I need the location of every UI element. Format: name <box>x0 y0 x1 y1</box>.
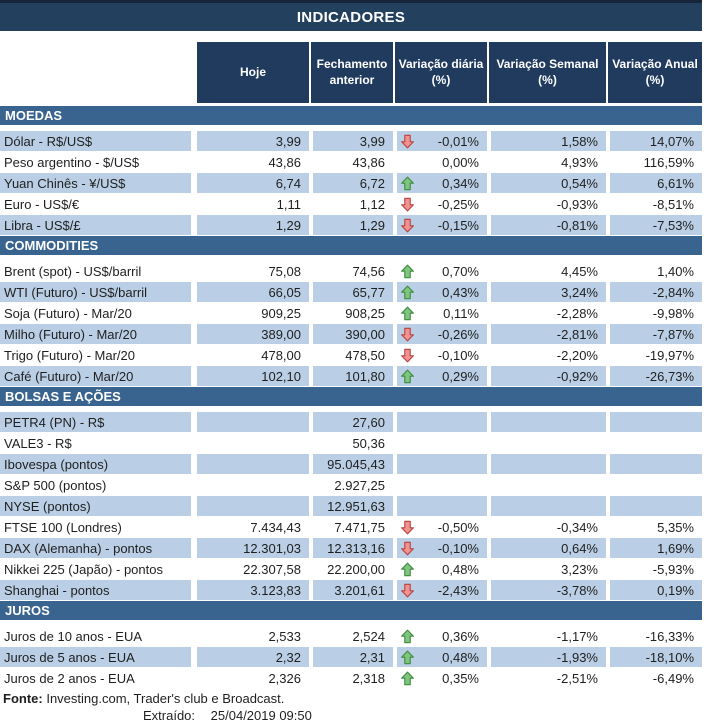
down-arrow-icon <box>399 582 415 598</box>
column-header-variacao-diaria: Variação diária (%) <box>395 42 487 103</box>
hoje-value: 6,74 <box>197 173 309 193</box>
fechamento-anterior-value: 74,56 <box>313 261 393 281</box>
fechamento-anterior-value: 2,524 <box>313 626 393 646</box>
table-row <box>0 215 702 235</box>
fechamento-anterior-value: 3,99 <box>313 131 393 151</box>
variacao-semanal-value: 0,54% <box>491 173 606 193</box>
row-label: DAX (Alemanha) - pontos <box>0 538 191 558</box>
fechamento-anterior-value: 2,31 <box>313 647 393 667</box>
table-row <box>0 433 702 453</box>
hoje-value: 2,533 <box>197 626 309 646</box>
variacao-semanal-value: -0,92% <box>491 366 606 386</box>
variacao-diaria-value: 0,11% <box>397 303 487 323</box>
extracted-line <box>0 707 702 724</box>
variacao-diaria-value: 0,36% <box>397 626 487 646</box>
table-section <box>0 236 702 386</box>
variacao-anual-value: -2,84% <box>610 282 702 302</box>
variacao-semanal-value: -0,34% <box>491 517 606 537</box>
table-row <box>0 647 702 667</box>
variacao-diaria-value: -0,15% <box>397 215 487 235</box>
table-row <box>0 412 702 432</box>
variacao-semanal-value: 3,23% <box>491 559 606 579</box>
extracted-timestamp: 25/04/2019 09:50 <box>210 708 312 723</box>
hoje-value: 66,05 <box>197 282 309 302</box>
row-label: Soja (Futuro) - Mar/20 <box>0 303 191 323</box>
variacao-semanal-value: -2,28% <box>491 303 606 323</box>
down-arrow-icon <box>399 326 415 342</box>
variacao-diaria-value: -0,10% <box>397 538 487 558</box>
variacao-anual-value: 1,69% <box>610 538 702 558</box>
row-label: Yuan Chinês - ¥/US$ <box>0 173 191 193</box>
variacao-anual-value: -16,33% <box>610 626 702 646</box>
variacao-anual-value <box>610 475 702 495</box>
variacao-diaria-value: -0,50% <box>397 517 487 537</box>
variacao-anual-value: 14,07% <box>610 131 702 151</box>
row-label: Libra - US$/£ <box>0 215 191 235</box>
table-row <box>0 261 702 281</box>
section-header <box>0 236 702 255</box>
hoje-value <box>197 496 309 516</box>
table-section <box>0 106 702 235</box>
variacao-anual-value: -18,10% <box>610 647 702 667</box>
row-label: Juros de 2 anos - EUA <box>0 668 191 688</box>
row-label: Shanghai - pontos <box>0 580 191 600</box>
hoje-value: 3,99 <box>197 131 309 151</box>
fechamento-anterior-value: 12.313,16 <box>313 538 393 558</box>
hoje-value: 12.301,03 <box>197 538 309 558</box>
row-label: VALE3 - R$ <box>0 433 191 453</box>
row-label: S&P 500 (pontos) <box>0 475 191 495</box>
header-label-spacer <box>0 42 195 103</box>
variacao-semanal-value: 4,45% <box>491 261 606 281</box>
table-row <box>0 538 702 558</box>
source-label: Fonte: <box>3 691 43 706</box>
row-label: NYSE (pontos) <box>0 496 191 516</box>
down-arrow-icon <box>399 196 415 212</box>
variacao-diaria-value: 0,00% <box>397 152 487 172</box>
variacao-semanal-value: -1,17% <box>491 626 606 646</box>
table-row <box>0 580 702 600</box>
row-label: Peso argentino - $/US$ <box>0 152 191 172</box>
variacao-anual-value <box>610 433 702 453</box>
table-row <box>0 324 702 344</box>
table-section <box>0 387 702 600</box>
hoje-value <box>197 475 309 495</box>
variacao-semanal-value <box>491 412 606 432</box>
variacao-diaria-value: 0,34% <box>397 173 487 193</box>
table-row <box>0 517 702 537</box>
hoje-value: 102,10 <box>197 366 309 386</box>
hoje-value: 7.434,43 <box>197 517 309 537</box>
variacao-diaria-value: 0,48% <box>397 559 487 579</box>
column-header-hoje: Hoje <box>197 42 309 103</box>
variacao-semanal-value: 3,24% <box>491 282 606 302</box>
hoje-value: 1,29 <box>197 215 309 235</box>
up-arrow-icon <box>399 175 415 191</box>
variacao-diaria-value <box>397 475 487 495</box>
variacao-semanal-value: -3,78% <box>491 580 606 600</box>
fechamento-anterior-value: 390,00 <box>313 324 393 344</box>
fechamento-anterior-value: 95.045,43 <box>313 454 393 474</box>
variacao-semanal-value: -2,51% <box>491 668 606 688</box>
variacao-diaria-value: 0,43% <box>397 282 487 302</box>
variacao-semanal-value: 0,64% <box>491 538 606 558</box>
variacao-anual-value <box>610 412 702 432</box>
row-label: WTI (Futuro) - US$/barril <box>0 282 191 302</box>
extracted-label: Extraído: <box>143 708 196 723</box>
row-label: Dólar - R$/US$ <box>0 131 191 151</box>
row-label: PETR4 (PN) - R$ <box>0 412 191 432</box>
fechamento-anterior-value: 50,36 <box>313 433 393 453</box>
variacao-anual-value: 116,59% <box>610 152 702 172</box>
up-arrow-icon <box>399 649 415 665</box>
variacao-anual-value: -5,93% <box>610 559 702 579</box>
row-label: Café (Futuro) - Mar/20 <box>0 366 191 386</box>
down-arrow-icon <box>399 347 415 363</box>
hoje-value: 478,00 <box>197 345 309 365</box>
row-label: Juros de 5 anos - EUA <box>0 647 191 667</box>
section-title: COMMODITIES <box>5 238 99 253</box>
section-header <box>0 601 702 620</box>
hoje-value: 909,25 <box>197 303 309 323</box>
section-title: BOLSAS E AÇÕES <box>5 389 121 404</box>
down-arrow-icon <box>399 540 415 556</box>
fechamento-anterior-value: 1,12 <box>313 194 393 214</box>
variacao-anual-value: 6,61% <box>610 173 702 193</box>
variacao-anual-value: -6,49% <box>610 668 702 688</box>
fechamento-anterior-value: 101,80 <box>313 366 393 386</box>
fechamento-anterior-value: 65,77 <box>313 282 393 302</box>
hoje-value: 75,08 <box>197 261 309 281</box>
fechamento-anterior-value: 22.200,00 <box>313 559 393 579</box>
hoje-value: 43,86 <box>197 152 309 172</box>
variacao-diaria-value <box>397 412 487 432</box>
fechamento-anterior-value: 2.927,25 <box>313 475 393 495</box>
table-row <box>0 668 702 688</box>
table-row <box>0 173 702 193</box>
row-label: Euro - US$/€ <box>0 194 191 214</box>
up-arrow-icon <box>399 368 415 384</box>
table-row <box>0 282 702 302</box>
footer <box>0 690 702 724</box>
up-arrow-icon <box>399 263 415 279</box>
fechamento-anterior-value: 1,29 <box>313 215 393 235</box>
variacao-diaria-value: -0,25% <box>397 194 487 214</box>
table-row <box>0 454 702 474</box>
section-title: MOEDAS <box>5 108 63 123</box>
row-label: Brent (spot) - US$/barril <box>0 261 191 281</box>
row-label: Trigo (Futuro) - Mar/20 <box>0 345 191 365</box>
variacao-semanal-value <box>491 475 606 495</box>
section-header <box>0 387 702 406</box>
variacao-semanal-value: -1,93% <box>491 647 606 667</box>
hoje-value: 1,11 <box>197 194 309 214</box>
table-row <box>0 345 702 365</box>
hoje-value: 22.307,58 <box>197 559 309 579</box>
source-line <box>0 690 702 707</box>
variacao-semanal-value: 1,58% <box>491 131 606 151</box>
variacao-diaria-value: 0,48% <box>397 647 487 667</box>
row-label: Milho (Futuro) - Mar/20 <box>0 324 191 344</box>
table-row <box>0 131 702 151</box>
fechamento-anterior-value: 12.951,63 <box>313 496 393 516</box>
row-label: Juros de 10 anos - EUA <box>0 626 191 646</box>
fechamento-anterior-value: 2,318 <box>313 668 393 688</box>
fechamento-anterior-value: 478,50 <box>313 345 393 365</box>
up-arrow-icon <box>399 628 415 644</box>
variacao-anual-value: 1,40% <box>610 261 702 281</box>
table-row <box>0 626 702 646</box>
variacao-semanal-value: 4,93% <box>491 152 606 172</box>
table-body <box>0 106 702 688</box>
fechamento-anterior-value: 27,60 <box>313 412 393 432</box>
hoje-value <box>197 433 309 453</box>
page-title: INDICADORES <box>296 8 406 26</box>
table-row <box>0 194 702 214</box>
variacao-diaria-value <box>397 496 487 516</box>
down-arrow-icon <box>399 519 415 535</box>
fechamento-anterior-value: 3.201,61 <box>313 580 393 600</box>
up-arrow-icon <box>399 305 415 321</box>
table-row <box>0 152 702 172</box>
source-text: Investing.com, Trader's club e Broadcast. <box>46 691 285 706</box>
variacao-anual-value: 0,19% <box>610 580 702 600</box>
fechamento-anterior-value: 6,72 <box>313 173 393 193</box>
table-row <box>0 475 702 495</box>
fechamento-anterior-value: 7.471,75 <box>313 517 393 537</box>
column-header-variacao-anual: Variação Anual (%) <box>608 42 702 103</box>
table-row <box>0 496 702 516</box>
table-section <box>0 601 702 688</box>
variacao-anual-value <box>610 454 702 474</box>
section-title: JUROS <box>5 603 50 618</box>
hoje-value: 2,326 <box>197 668 309 688</box>
hoje-value: 3.123,83 <box>197 580 309 600</box>
variacao-anual-value: -8,51% <box>610 194 702 214</box>
table-row <box>0 366 702 386</box>
variacao-semanal-value: -0,93% <box>491 194 606 214</box>
up-arrow-icon <box>399 670 415 686</box>
variacao-semanal-value <box>491 454 606 474</box>
fechamento-anterior-value: 43,86 <box>313 152 393 172</box>
variacao-semanal-value: -2,81% <box>491 324 606 344</box>
down-arrow-icon <box>399 217 415 233</box>
variacao-semanal-value <box>491 433 606 453</box>
variacao-diaria-value: 0,70% <box>397 261 487 281</box>
variacao-diaria-value <box>397 454 487 474</box>
variacao-anual-value: -26,73% <box>610 366 702 386</box>
column-header-fechamento-anterior: Fechamento anterior <box>311 42 393 103</box>
variacao-anual-value <box>610 496 702 516</box>
variacao-diaria-value: 0,35% <box>397 668 487 688</box>
up-arrow-icon <box>399 561 415 577</box>
column-header-variacao-semanal: Variação Semanal (%) <box>489 42 606 103</box>
variacao-semanal-value <box>491 496 606 516</box>
variacao-anual-value: -7,87% <box>610 324 702 344</box>
column-headers <box>0 42 702 103</box>
hoje-value: 389,00 <box>197 324 309 344</box>
up-arrow-icon <box>399 284 415 300</box>
variacao-diaria-value: -0,26% <box>397 324 487 344</box>
down-arrow-icon <box>399 133 415 149</box>
title-gap <box>0 31 702 42</box>
variacao-diaria-value: -0,01% <box>397 131 487 151</box>
section-header <box>0 106 702 125</box>
variacao-diaria-value <box>397 433 487 453</box>
variacao-anual-value: 5,35% <box>610 517 702 537</box>
hoje-value: 2,32 <box>197 647 309 667</box>
hoje-value <box>197 454 309 474</box>
variacao-anual-value: -9,98% <box>610 303 702 323</box>
variacao-semanal-value: -0,81% <box>491 215 606 235</box>
row-label: Nikkei 225 (Japão) - pontos <box>0 559 191 579</box>
hoje-value <box>197 412 309 432</box>
row-label: Ibovespa (pontos) <box>0 454 191 474</box>
variacao-diaria-value: -2,43% <box>397 580 487 600</box>
variacao-diaria-value: 0,29% <box>397 366 487 386</box>
variacao-anual-value: -7,53% <box>610 215 702 235</box>
table-row <box>0 559 702 579</box>
row-label: FTSE 100 (Londres) <box>0 517 191 537</box>
variacao-semanal-value: -2,20% <box>491 345 606 365</box>
title-bar <box>0 3 702 31</box>
variacao-diaria-value: -0,10% <box>397 345 487 365</box>
variacao-anual-value: -19,97% <box>610 345 702 365</box>
fechamento-anterior-value: 908,25 <box>313 303 393 323</box>
table-row <box>0 303 702 323</box>
